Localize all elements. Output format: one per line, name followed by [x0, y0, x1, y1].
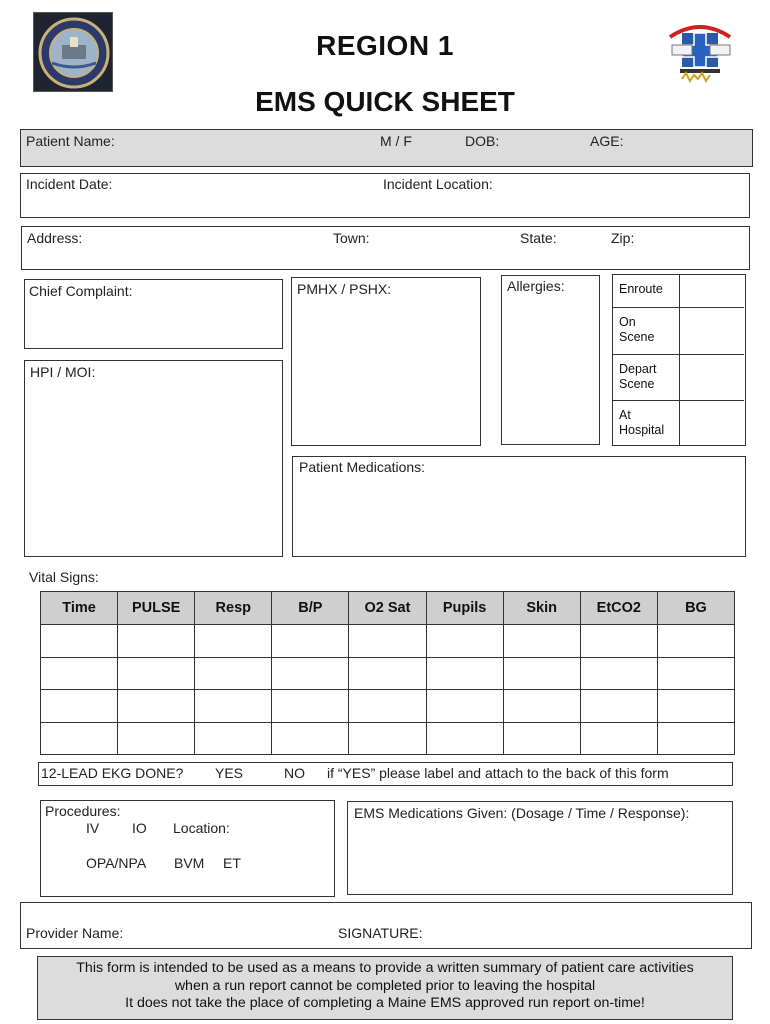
town-label: Town: [333, 230, 370, 246]
vitals-cell[interactable] [272, 657, 349, 690]
incident-date-label: Incident Date: [26, 176, 113, 192]
address-label: Address: [27, 230, 83, 246]
signature-label: SIGNATURE: [338, 925, 423, 941]
vitals-cell[interactable] [503, 722, 580, 755]
chief-complaint-label: Chief Complaint: [29, 283, 133, 299]
chief-complaint-box[interactable] [24, 279, 283, 349]
vitals-cell[interactable] [657, 657, 734, 690]
vitals-cell[interactable] [349, 657, 426, 690]
vitals-cell[interactable] [195, 722, 272, 755]
table-row [41, 625, 735, 658]
time-label: At Hospital [613, 401, 680, 445]
col-header: PULSE [118, 592, 195, 625]
vitals-cell[interactable] [41, 657, 118, 690]
patient-medications-label: Patient Medications: [299, 459, 426, 475]
state-label: State: [520, 230, 557, 246]
vitals-cell[interactable] [118, 625, 195, 658]
provider-name-label: Provider Name: [26, 925, 124, 941]
patient-name-label: Patient Name: [26, 133, 115, 149]
patient-info-box [20, 129, 753, 167]
vitals-cell[interactable] [272, 722, 349, 755]
time-label: Depart Scene [613, 355, 680, 400]
ems-medications-box[interactable] [347, 801, 733, 895]
disclaimer-box [37, 956, 733, 1020]
patient-medications-box[interactable] [292, 456, 746, 557]
procedure-location-label: Location: [173, 820, 230, 836]
time-row-depart-scene[interactable] [613, 355, 744, 401]
procedure-et[interactable]: ET [223, 855, 241, 871]
times-table [612, 274, 746, 446]
vitals-cell[interactable] [349, 690, 426, 723]
col-header: B/P [272, 592, 349, 625]
table-row [41, 722, 735, 755]
time-label: On Scene [613, 308, 680, 354]
col-header: Skin [503, 592, 580, 625]
ekg-yes-option[interactable]: YES [215, 765, 244, 781]
title-region: REGION 1 [316, 30, 454, 61]
age-label: AGE: [590, 133, 624, 149]
title-sheet: EMS QUICK SHEET [255, 86, 515, 117]
table-row [41, 657, 735, 690]
procedures-title: Procedures: [45, 803, 121, 819]
vital-signs-label: Vital Signs: [29, 569, 99, 585]
vitals-cell[interactable] [195, 690, 272, 723]
vitals-cell[interactable] [580, 690, 657, 723]
disclaimer-line-1: This form is intended to be used as a means to provide a written summary of patient care activities [76, 960, 694, 976]
vitals-cell[interactable] [118, 722, 195, 755]
time-row-on-scene[interactable] [613, 308, 744, 355]
vitals-cell[interactable] [503, 657, 580, 690]
time-label: Enroute [613, 275, 680, 307]
table-row [41, 690, 735, 723]
vitals-cell[interactable] [195, 625, 272, 658]
time-row-at-hospital[interactable] [613, 401, 744, 445]
col-header: EtCO2 [580, 592, 657, 625]
ekg-no-option[interactable]: NO [284, 765, 305, 781]
sex-label[interactable]: M / F [380, 133, 412, 149]
procedure-opa-npa[interactable]: OPA/NPA [86, 855, 147, 871]
incident-location-label: Incident Location: [383, 176, 493, 192]
vitals-cell[interactable] [349, 722, 426, 755]
vitals-cell[interactable] [426, 690, 503, 723]
incident-box [20, 173, 750, 218]
allergies-label: Allergies: [507, 278, 565, 294]
procedure-iv[interactable]: IV [86, 820, 100, 836]
ems-medications-label: EMS Medications Given: (Dosage / Time / Response): [354, 805, 690, 821]
vitals-cell[interactable] [580, 722, 657, 755]
hpi-moi-box[interactable] [24, 360, 283, 557]
vitals-cell[interactable] [503, 625, 580, 658]
col-header: BG [657, 592, 734, 625]
address-box [21, 226, 750, 270]
col-header: Resp [195, 592, 272, 625]
pmhx-box[interactable] [291, 277, 481, 446]
dob-label: DOB: [465, 133, 500, 149]
vitals-cell[interactable] [657, 690, 734, 723]
ekg-note: if “YES” please label and attach to the back of this form [327, 765, 669, 781]
vitals-cell[interactable] [580, 625, 657, 658]
col-header: Pupils [426, 592, 503, 625]
zip-label: Zip: [611, 230, 635, 246]
vitals-cell[interactable] [272, 690, 349, 723]
vitals-header-row [41, 592, 735, 625]
disclaimer-line-2: when a run report cannot be completed prior to leaving the hospital [174, 977, 596, 994]
procedure-io[interactable]: IO [132, 820, 147, 836]
disclaimer-line-3: It does not take the place of completing a Maine EMS approved run report on-time! [125, 995, 645, 1011]
vitals-cell[interactable] [426, 722, 503, 755]
provider-box [20, 902, 752, 949]
procedures-box [40, 800, 335, 897]
vitals-cell[interactable] [580, 657, 657, 690]
hpi-moi-label: HPI / MOI: [30, 364, 96, 380]
vitals-cell[interactable] [41, 722, 118, 755]
time-row-enroute[interactable] [613, 275, 744, 308]
vitals-cell[interactable] [118, 690, 195, 723]
vitals-cell[interactable] [426, 657, 503, 690]
ekg-box [38, 762, 733, 786]
vitals-cell[interactable] [118, 657, 195, 690]
procedure-bvm[interactable]: BVM [174, 855, 205, 871]
vitals-cell[interactable] [657, 722, 734, 755]
ekg-question: 12-LEAD EKG DONE? [41, 765, 184, 781]
vitals-cell[interactable] [272, 625, 349, 658]
vitals-cell[interactable] [426, 625, 503, 658]
allergies-box[interactable] [501, 275, 600, 445]
vitals-cell[interactable] [349, 625, 426, 658]
vitals-cell[interactable] [503, 690, 580, 723]
vitals-cell[interactable] [41, 625, 118, 658]
vital-signs-table [40, 591, 735, 755]
vitals-cell[interactable] [657, 625, 734, 658]
pmhx-label: PMHX / PSHX: [297, 281, 392, 297]
col-header: Time [41, 592, 118, 625]
vitals-cell[interactable] [41, 690, 118, 723]
vitals-cell[interactable] [195, 657, 272, 690]
col-header: O2 Sat [349, 592, 426, 625]
